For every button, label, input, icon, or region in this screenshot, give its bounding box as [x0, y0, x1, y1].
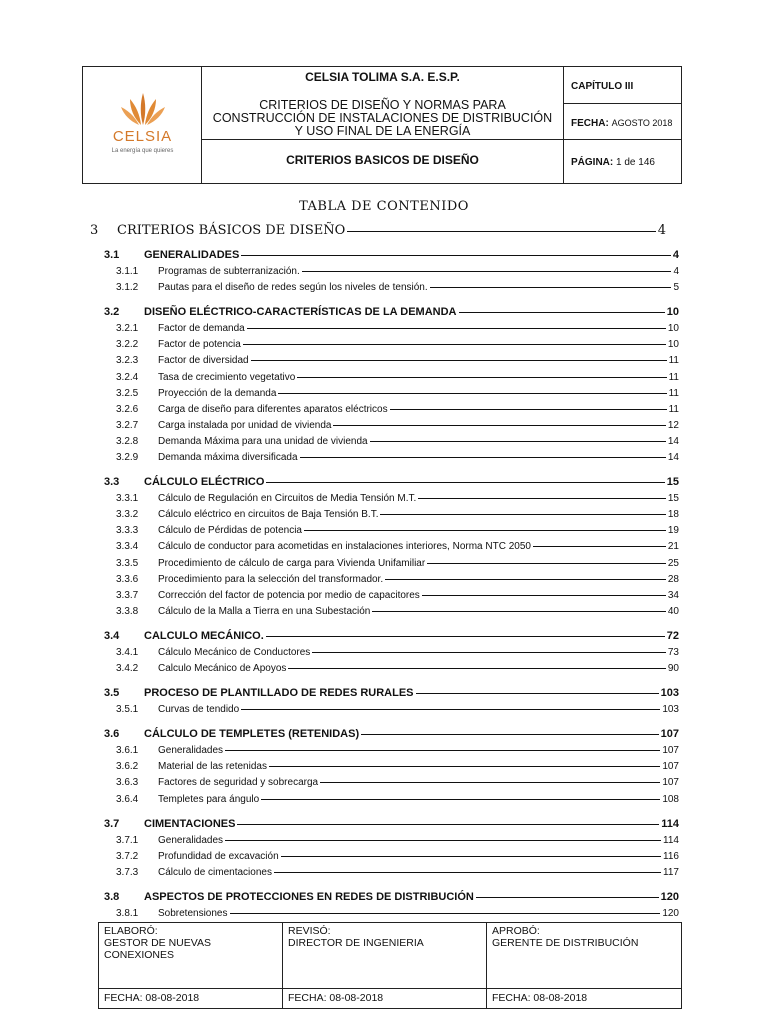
- toc-entry-number: 3.6.4: [116, 793, 139, 805]
- toc-entry-title: Procedimiento para la selección del transformador.: [158, 573, 384, 585]
- toc-subsection[interactable]: [116, 388, 679, 399]
- toc-section[interactable]: [104, 818, 679, 830]
- toc-leader-line: [430, 287, 672, 288]
- toc-subsection[interactable]: [116, 323, 679, 334]
- toc-subsection[interactable]: [116, 647, 679, 658]
- date-cell: [564, 104, 681, 140]
- toc-entry-title: Carga instalada por unidad de vivienda: [158, 419, 332, 431]
- reviso-date: FECHA: 08-08-2018: [288, 992, 384, 1004]
- toc-entry-page: 72: [666, 629, 679, 642]
- toc-entry-number: 3.2.4: [116, 371, 139, 383]
- toc-leader-line: [241, 709, 660, 710]
- toc-entry-title: Cálculo de la Malla a Tierra en una Subestación: [158, 605, 371, 617]
- toc-entry-page: 18: [667, 509, 679, 521]
- toc-subsection[interactable]: [116, 908, 679, 919]
- toc-leader-line: [533, 546, 666, 547]
- toc-entry-title: Cálculo de Regulación en Circuitos de Media Tensión M.T.: [158, 493, 417, 505]
- toc-entry-number: 3.6.2: [116, 761, 139, 773]
- toc-entry-page: 103: [662, 704, 679, 716]
- toc-entry-page: 14: [667, 435, 679, 447]
- toc-subsection[interactable]: [116, 282, 679, 293]
- toc-entry-page: 28: [667, 573, 679, 585]
- toc-section[interactable]: [104, 306, 679, 318]
- toc-entry-page: 11: [668, 355, 679, 367]
- elaboro-label: ELABORÓ:: [104, 925, 158, 937]
- toc-entry-number: 3.3.7: [116, 589, 139, 601]
- toc-entry-page: 117: [663, 866, 679, 878]
- toc-subsection[interactable]: [116, 867, 679, 878]
- toc-entry-title: ASPECTOS DE PROTECCIONES EN REDES DE DISTRIBUCIÓN: [144, 890, 474, 903]
- toc-leader-line: [288, 668, 665, 669]
- toc-entry-page: 21: [667, 541, 679, 553]
- toc-entry-title: Factor de demanda: [158, 323, 245, 335]
- toc-entry-number: 3.6.1: [116, 745, 139, 757]
- toc-leader-line: [390, 409, 667, 410]
- toc-leader-line: [476, 897, 659, 898]
- toc-entry-title: Cálculo eléctrico en circuitos de Baja Tensión B.T.: [158, 509, 379, 521]
- toc-entry-number: 3.2.1: [116, 323, 139, 335]
- toc-subsection[interactable]: [116, 606, 679, 617]
- toc-leader-line: [243, 344, 666, 345]
- toc-entry-title: CIMENTACIONES: [144, 817, 236, 830]
- toc-entry-number: 3.1: [104, 249, 120, 261]
- toc-subsection[interactable]: [116, 574, 679, 585]
- toc-leader-line: [347, 231, 655, 232]
- toc-entry-number: 3.3.5: [116, 557, 139, 569]
- toc-title: TABLA DE CONTENIDO: [299, 199, 469, 214]
- toc-entry-page: 14: [667, 452, 679, 463]
- toc-leader-line: [278, 393, 666, 394]
- toc-leader-line: [312, 652, 666, 653]
- toc-entry-number: 3.1.1: [116, 266, 139, 277]
- toc-entry-title: Proyección de la demanda: [158, 387, 277, 399]
- toc-entry-page: 4: [673, 266, 679, 277]
- logo-cell: [83, 67, 202, 183]
- toc-entry-number: 3.4: [104, 629, 120, 642]
- toc-subsection[interactable]: [116, 761, 679, 772]
- toc-entry-page: 40: [667, 605, 679, 617]
- toc-entry-page: 15: [667, 493, 679, 505]
- reviso-column: [283, 923, 487, 1008]
- toc-leader-line: [230, 913, 661, 914]
- toc-entry-number: 3.3.6: [116, 573, 139, 585]
- toc-entry-number: 3.4.2: [116, 663, 139, 674]
- toc-entry-title: Cálculo de Pérdidas de potencia: [158, 525, 302, 537]
- toc-entry-page: 10: [667, 339, 679, 351]
- toc-entry-page: 11: [668, 403, 679, 415]
- toc-section[interactable]: [104, 476, 679, 488]
- toc-entry-page: 10: [667, 323, 679, 335]
- toc-entry-title: Procedimiento de cálculo de carga para Vivienda Unifamiliar: [158, 557, 426, 569]
- toc-entry-page: 10: [666, 306, 679, 319]
- toc-entry-number: 3.3.1: [116, 493, 139, 505]
- toc-leader-line: [427, 563, 666, 564]
- toc-entry-number: 3.3.8: [116, 605, 139, 617]
- toc-leader-line: [266, 482, 664, 483]
- toc-entry-number: 3.7.2: [116, 850, 139, 862]
- approval-footer: [98, 922, 682, 1009]
- toc-entry-title: Demanda Máxima para una unidad de vivienda: [158, 435, 368, 447]
- toc-leader-line: [225, 840, 661, 841]
- toc-leader-line: [274, 872, 661, 873]
- aprobo-column: [487, 923, 681, 1008]
- section-title: CRITERIOS BASICOS DE DISEÑO: [286, 153, 479, 167]
- toc-subsection[interactable]: [116, 436, 679, 447]
- toc-subsection[interactable]: [116, 525, 679, 536]
- toc-leader-line: [372, 611, 666, 612]
- toc-entry-title: Calculo Mecánico de Apoyos: [158, 663, 287, 674]
- aprobo-value: GERENTE DE DISTRIBUCIÓN: [492, 937, 639, 949]
- toc-section[interactable]: [104, 630, 679, 642]
- toc-entry-page: 107: [662, 761, 679, 773]
- toc-entry-page: 120: [660, 890, 679, 903]
- toc-entry-number: 3.2.8: [116, 435, 139, 447]
- toc-entry-page: 114: [661, 817, 679, 830]
- toc-subsection[interactable]: [116, 541, 679, 552]
- toc-entry-number: 3.7.3: [116, 866, 139, 878]
- elaboro-date: FECHA: 08-08-2018: [104, 992, 200, 1004]
- toc-entry-title: CRITERIOS BÁSICOS DE DISEÑO: [117, 223, 346, 238]
- toc-subsection[interactable]: [116, 339, 679, 350]
- toc-entry-page: 120: [662, 907, 679, 919]
- toc-entry-page: 12: [667, 419, 679, 431]
- toc-subsection[interactable]: [116, 794, 679, 805]
- toc-subsection[interactable]: [116, 590, 679, 601]
- toc-subsection[interactable]: [116, 355, 679, 366]
- toc-entry-number: 3.3.3: [116, 525, 139, 537]
- document-title-line: CONSTRUCCIÓN DE INSTALACIONES DE DISTRIBUCIÓN: [212, 111, 553, 125]
- toc-leader-line: [251, 360, 667, 361]
- toc-entry-page: 107: [662, 777, 679, 789]
- toc-subsection[interactable]: [116, 777, 679, 788]
- toc-leader-line: [418, 498, 666, 499]
- toc-subsection[interactable]: [116, 372, 679, 383]
- toc-entry-page: 90: [667, 663, 679, 674]
- toc-subsection[interactable]: [116, 851, 679, 862]
- toc-subsection[interactable]: [116, 452, 679, 463]
- toc-entry-title: CALCULO MECÁNICO.: [144, 629, 264, 642]
- toc-entry-page: 15: [666, 476, 679, 489]
- toc-leader-line: [247, 328, 666, 329]
- company-name: CELSIA TOLIMA S.A. E.S.P.: [305, 70, 460, 84]
- toc-subsection[interactable]: [116, 266, 679, 277]
- toc-leader-line: [225, 750, 660, 751]
- toc-subsection[interactable]: [116, 663, 679, 674]
- elaboro-column: [99, 923, 283, 1008]
- toc-entry-number: 3.7: [104, 817, 120, 830]
- toc-entry-title: Cálculo de conductor para acometidas en instalaciones interiores, Norma NTC 2050: [158, 541, 531, 553]
- reviso-value: DIRECTOR DE INGENIERIA: [288, 937, 424, 949]
- toc-entry-number: 3.5.1: [116, 704, 139, 716]
- toc-subsection[interactable]: [116, 835, 679, 846]
- toc-entry-page: 19: [667, 525, 679, 537]
- document-title-line: CRITERIOS DE DISEÑO Y NORMAS PARA: [259, 98, 506, 112]
- toc-section[interactable]: [104, 687, 679, 699]
- toc-entry-page: 107: [662, 745, 679, 757]
- toc-entry-page: 5: [673, 282, 679, 294]
- toc-entry-title: Curvas de tendido: [158, 704, 240, 716]
- elaboro-value: CONEXIONES: [104, 949, 175, 961]
- toc-subsection[interactable]: [116, 509, 679, 520]
- toc-leader-line: [459, 312, 665, 313]
- toc-leader-line: [281, 856, 661, 857]
- document-header: [82, 66, 682, 184]
- toc-entry-number: 3.3: [104, 476, 120, 489]
- toc-leader-line: [422, 595, 666, 596]
- toc-leader-line: [266, 636, 665, 637]
- toc-section[interactable]: [104, 891, 679, 903]
- reviso-label: REVISÓ:: [288, 925, 331, 937]
- toc-entry-title: Factor de diversidad: [158, 355, 249, 367]
- toc-leader-line: [269, 766, 660, 767]
- toc-leader-line: [320, 782, 660, 783]
- document-title: [202, 99, 563, 138]
- toc-entry-page: 107: [660, 728, 679, 741]
- toc-leader-line: [241, 255, 671, 256]
- toc-subsection[interactable]: [116, 704, 679, 715]
- toc-entry-number: 3.6.3: [116, 777, 139, 789]
- toc-entry-page: 108: [662, 793, 679, 805]
- toc-entry-number: 3.2.5: [116, 387, 139, 399]
- toc-entry-title: Factor de potencia: [158, 339, 241, 351]
- toc-entry-page: 114: [663, 834, 679, 846]
- toc-entry-page: 11: [668, 371, 679, 383]
- toc-entry-title: GENERALIDADES: [144, 249, 240, 261]
- toc-leader-line: [333, 425, 665, 426]
- toc-entry-title: CÁLCULO DE TEMPLETES (RETENIDAS): [144, 728, 360, 741]
- toc-entry-title: Demanda máxima diversificada: [158, 452, 298, 463]
- toc-entry-title: CÁLCULO ELÉCTRICO: [144, 476, 265, 489]
- aprobo-label: APROBÓ:: [492, 925, 540, 937]
- toc-entry-number: 3.5: [104, 687, 120, 700]
- toc-entry-title: Material de las retenidas: [158, 761, 267, 773]
- toc-entry-title: Pautas para el diseño de redes según los niveles de tensión.: [158, 282, 428, 294]
- toc-entry-title: Generalidades: [158, 834, 224, 846]
- toc-entry-number: 3.6: [104, 728, 120, 741]
- toc-entry-number: 3.3.4: [116, 541, 139, 553]
- toc-entry-number: 3.2.7: [116, 419, 139, 431]
- toc-section[interactable]: [104, 728, 679, 740]
- toc-entry-title: Factores de seguridad y sobrecarga: [158, 777, 319, 789]
- title-cell: [202, 67, 564, 140]
- toc-entry-page: 73: [667, 646, 679, 658]
- toc-entry-page: 103: [660, 687, 679, 700]
- chapter-label: CAPÍTULO III: [571, 81, 634, 92]
- toc-entry-number: 3.4.1: [116, 646, 139, 658]
- toc-entry-page: 11: [668, 387, 679, 399]
- toc-entry-title: PROCESO DE PLANTILLADO DE REDES RURALES: [144, 687, 414, 700]
- aprobo-date: FECHA: 08-08-2018: [492, 992, 588, 1004]
- toc-subsection[interactable]: [116, 404, 679, 415]
- document-title-line: Y USO FINAL DE LA ENERGÍA: [294, 124, 471, 138]
- toc-leader-line: [304, 530, 666, 531]
- toc-entry-page: 116: [663, 850, 679, 862]
- toc-entry-title: Cálculo de cimentaciones: [158, 866, 272, 878]
- toc-entry-page: 4: [672, 249, 679, 261]
- brand-name: CELSIA: [112, 128, 173, 145]
- toc-entry-title: Programas de subterranización.: [158, 266, 300, 277]
- toc-entry-title: Carga de diseño para diferentes aparatos eléctricos: [158, 403, 388, 415]
- toc-entry-title: DISEÑO ELÉCTRICO-CARACTERÍSTICAS DE LA DEMANDA: [144, 306, 457, 319]
- toc-entry-number: 3.1.2: [116, 282, 139, 294]
- toc-entry-page: 4: [657, 223, 666, 238]
- toc-entry-title: Profundidad de excavación: [158, 850, 279, 862]
- toc-subsection[interactable]: [116, 558, 679, 569]
- toc-entry-title: Generalidades: [158, 745, 224, 757]
- toc-entry-page: 25: [667, 557, 679, 569]
- toc-leader-line: [297, 377, 666, 378]
- toc-entry-number: 3.2.2: [116, 339, 139, 351]
- toc-entry-title: Corrección del factor de potencia por medio de capacitores: [158, 589, 420, 601]
- toc-leader-line: [416, 693, 659, 694]
- toc-entry-number: 3.7.1: [116, 834, 139, 846]
- toc-leader-line: [237, 824, 659, 825]
- toc-leader-line: [261, 799, 660, 800]
- toc-entry-number: 3.8.1: [116, 907, 139, 919]
- toc-subsection[interactable]: [116, 493, 679, 504]
- toc-entry-title: Templetes para ángulo: [158, 793, 260, 805]
- toc-entry-number: 3.2: [104, 306, 120, 319]
- page-cell: [564, 140, 681, 183]
- toc-leader-line: [300, 457, 666, 458]
- toc-entry-number: 3: [90, 223, 99, 238]
- page-label: PÁGINA:: [571, 157, 614, 168]
- page-value: 1 de 146: [616, 157, 655, 168]
- toc-entry-page: 34: [667, 589, 679, 601]
- toc-chapter[interactable]: [90, 223, 666, 238]
- toc-entry-number: 3.2.6: [116, 403, 139, 415]
- toc-entry-number: 3.2.9: [116, 452, 139, 463]
- celsia-logo-icon: [120, 91, 166, 127]
- toc-leader-line: [385, 579, 666, 580]
- toc-leader-line: [370, 441, 666, 442]
- toc-entry-title: Cálculo Mecánico de Conductores: [158, 646, 311, 658]
- toc-subsection[interactable]: [116, 745, 679, 756]
- toc-entry-number: 3.8: [104, 890, 120, 903]
- section-title-cell: [202, 140, 564, 183]
- toc-section[interactable]: [104, 249, 679, 261]
- toc-leader-line: [380, 514, 665, 515]
- toc-leader-line: [361, 734, 659, 735]
- chapter-cell: [564, 67, 681, 104]
- brand-tagline: La energía que quieres: [111, 148, 174, 154]
- toc-subsection[interactable]: [116, 420, 679, 431]
- toc-entry-number: 3.3.2: [116, 509, 139, 521]
- date-label: FECHA:: [571, 118, 609, 129]
- elaboro-value: GESTOR DE NUEVAS: [104, 937, 211, 949]
- toc-entry-number: 3.2.3: [116, 355, 139, 367]
- toc-entry-title: Sobretensiones: [158, 907, 228, 919]
- date-value: AGOSTO 2018: [611, 118, 673, 128]
- toc-leader-line: [302, 271, 672, 272]
- toc-entry-title: Tasa de crecimiento vegetativo: [158, 371, 296, 383]
